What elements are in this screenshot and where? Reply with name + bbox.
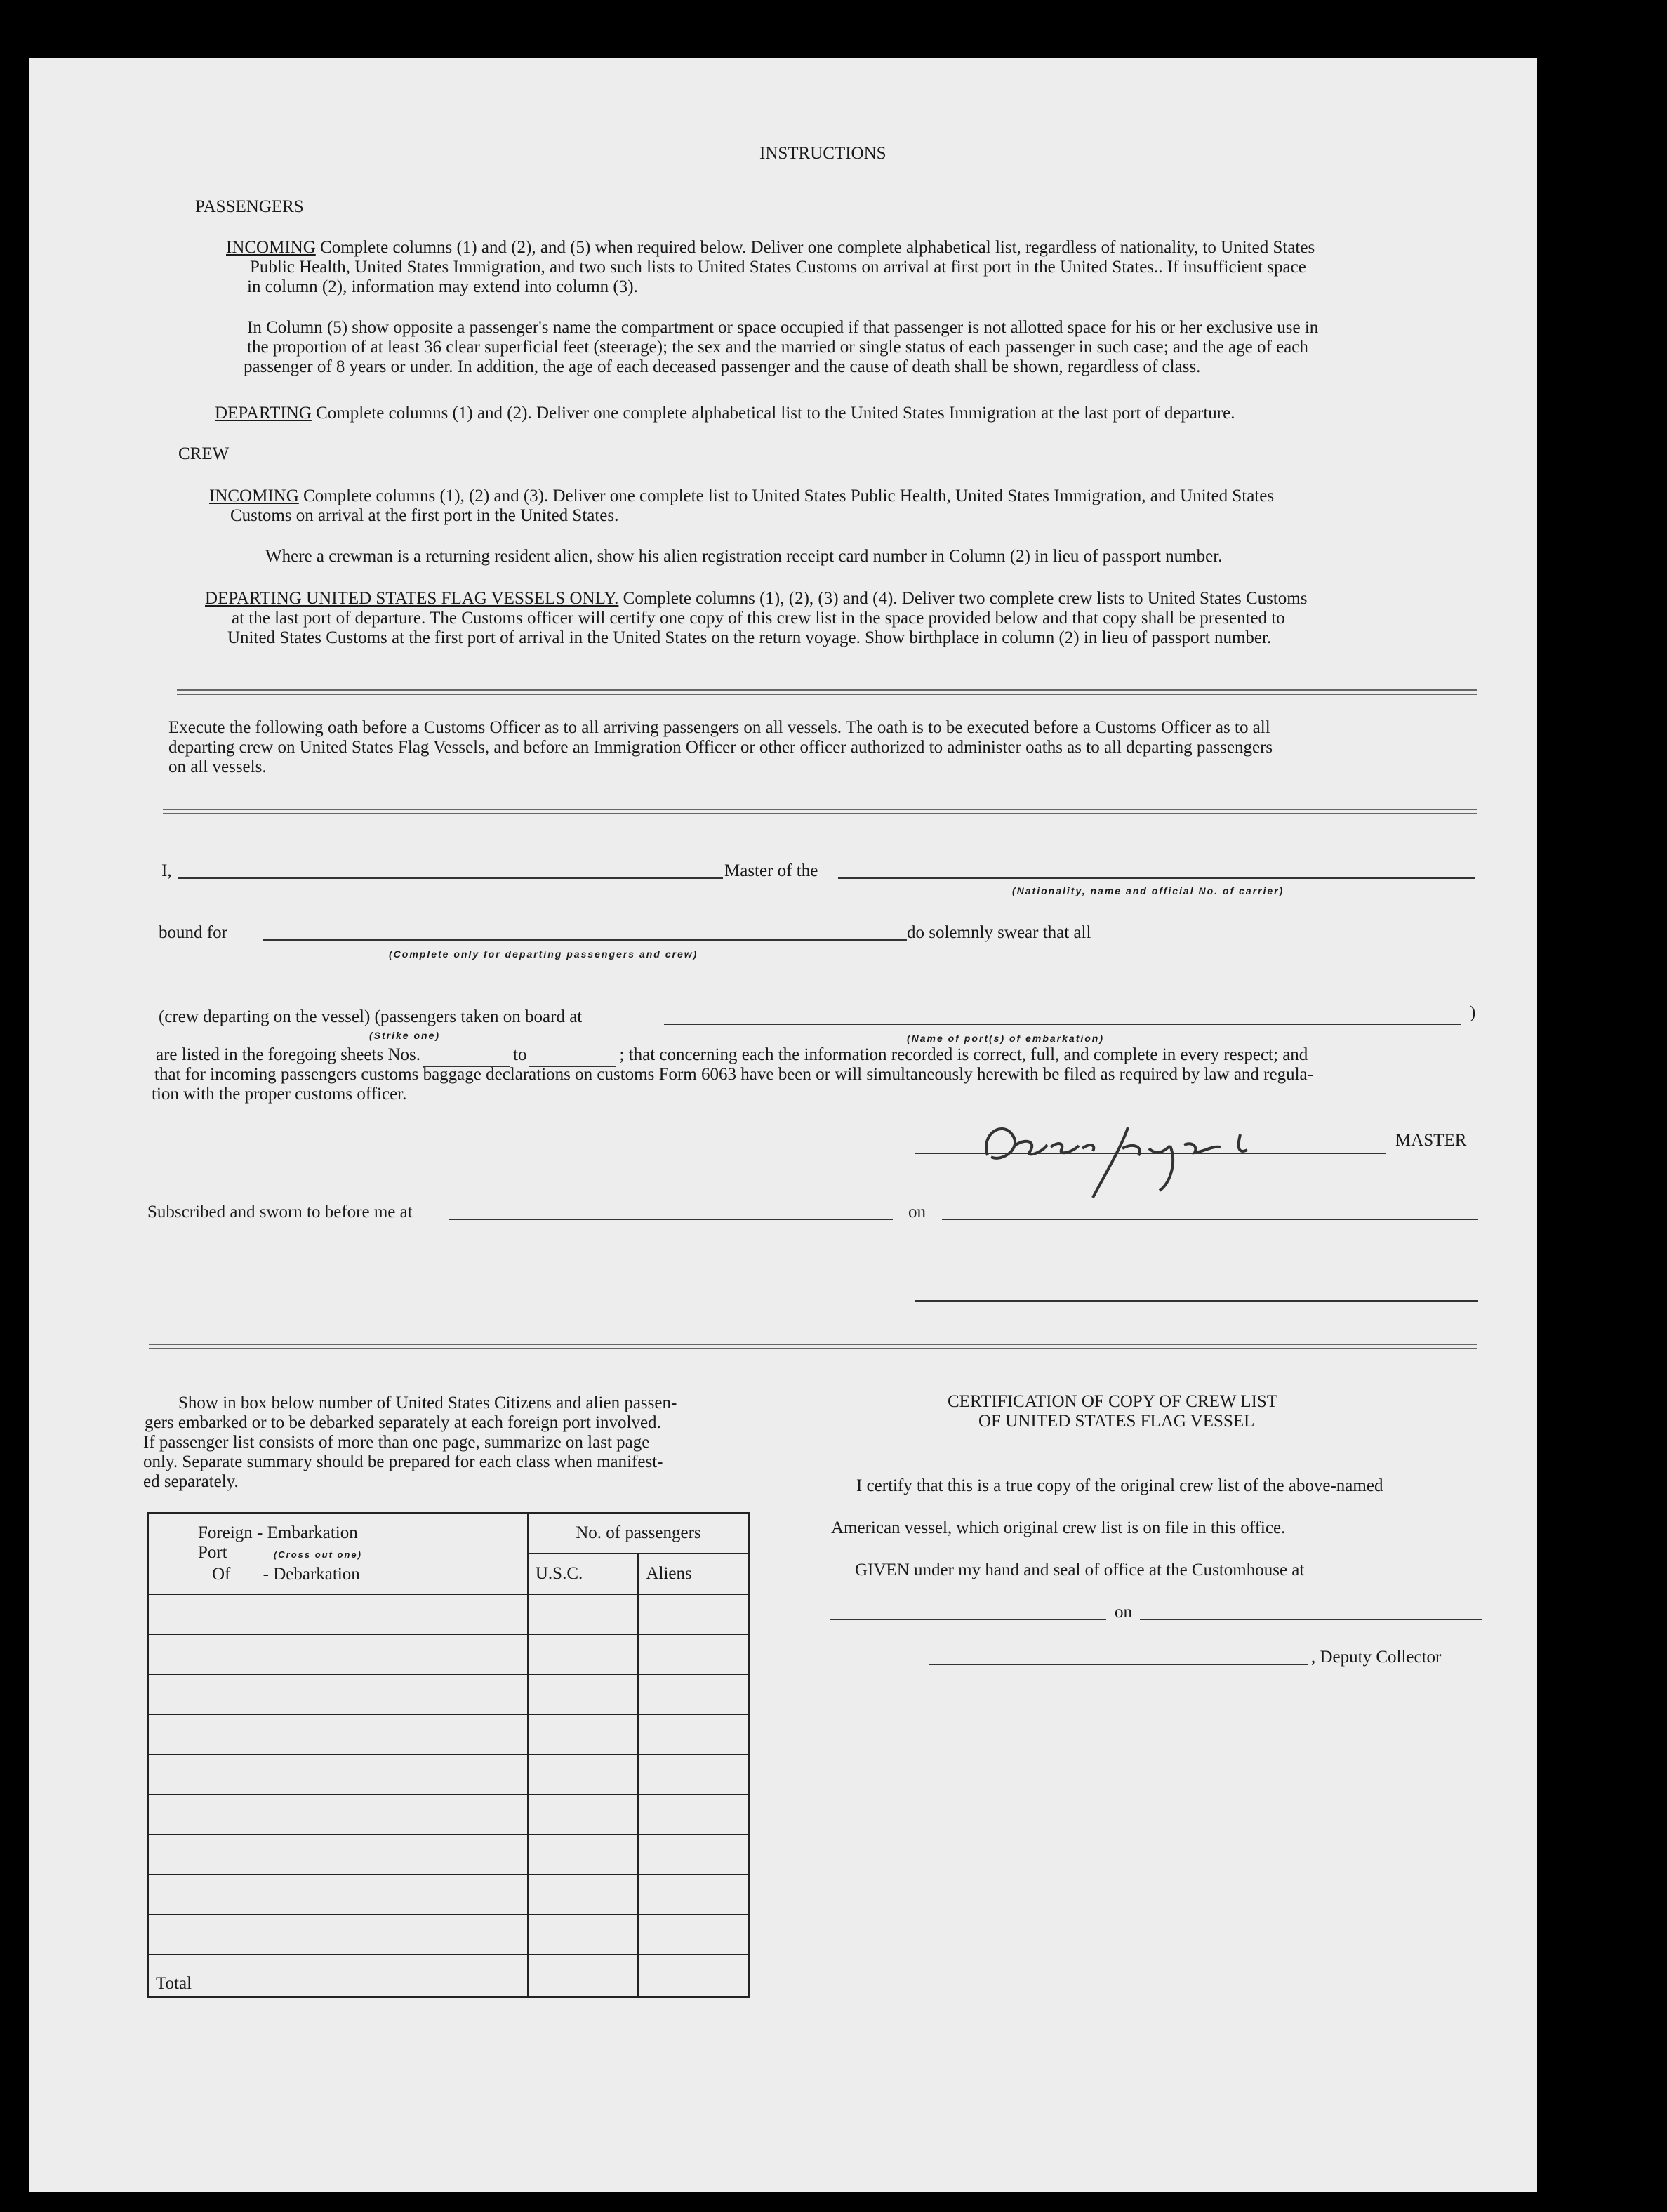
column5-line-1: In Column (5) show opposite a passenger's name the compartment or space occupied if that passenger is not allotted space for his or her exclusive use in <box>247 318 1319 337</box>
crewman-line: Where a crewman is a returning resident alien, show his alien registration receipt card number in Column (2) in lieu of passport number. <box>265 547 1223 566</box>
oath-i-label: I, <box>161 861 172 880</box>
port-cell[interactable] <box>148 1914 528 1954</box>
port-cell[interactable] <box>148 1634 528 1674</box>
instructions-title: INSTRUCTIONS <box>759 144 886 163</box>
aliens-cell[interactable] <box>638 1754 749 1794</box>
crew-departing-line-2: at the last port of departure. The Customs officer will certify one copy of this crew list in the space provided below and that copy shall be presented to <box>232 609 1285 628</box>
table-row <box>148 1794 749 1834</box>
aliens-cell[interactable] <box>638 1794 749 1834</box>
aliens-total-cell[interactable] <box>638 1954 749 1997</box>
crew-incoming-line-2: Customs on arrival at the first port in the United States. <box>230 506 619 525</box>
certification-date-field[interactable] <box>1140 1619 1482 1620</box>
passengers-incoming-line-2: Public Health, United States Immigration, and two such lists to United States Customs on arrival at first port in the United States.. If insufficient space <box>250 258 1306 277</box>
aliens-cell[interactable] <box>638 1594 749 1634</box>
table-row <box>148 1714 749 1754</box>
oath-intro-line-2: departing crew on United States Flag Vessels, and before an Immigration Officer or other officer authorized to administer oaths as to all departing passengers <box>168 738 1273 757</box>
port-cell[interactable] <box>148 1674 528 1714</box>
divider <box>177 689 1477 695</box>
port-header-cell: Foreign - Embarkation Port (Cross out one) Of - Debarkation <box>148 1513 528 1594</box>
port-of-embarkation-field[interactable] <box>664 1024 1461 1025</box>
summary-instructions-line-4: only. Separate summary should be prepared for each class when manifest- <box>143 1452 663 1471</box>
crew-departing-line-1: DEPARTING UNITED STATES FLAG VESSELS ONLY. Complete columns (1), (2), (3) and (4). Deliver two complete crew lists to United States Customs <box>205 589 1308 608</box>
column5-line-2: the proportion of at least 36 clear superficial feet (steerage); the sex and the married or single status of each passenger in such case; and the age of each <box>247 338 1308 357</box>
aliens-header: Aliens <box>638 1554 749 1594</box>
close-paren: ) <box>1470 1003 1476 1022</box>
usc-header: U.S.C. <box>528 1554 639 1594</box>
usc-cell[interactable] <box>528 1674 639 1714</box>
column5-line-3: passenger of 8 years or under. In addition, the age of each deceased passenger and the cause of death shall be shown, regardless of class. <box>244 357 1201 376</box>
passengers-incoming-label: INCOMING <box>226 238 316 257</box>
summary-instructions-line-3: If passenger list consists of more than one page, summarize on last page <box>143 1433 650 1452</box>
summary-instructions-line-2: gers embarked or to be debarked separately at each foreign port involved. <box>145 1413 661 1432</box>
divider <box>149 1344 1477 1349</box>
listed-line-3: tion with the proper customs officer. <box>152 1085 407 1104</box>
master-of-the-label: Master of the <box>724 861 818 880</box>
no-of-passengers-header: No. of passengers <box>528 1513 749 1554</box>
subscribed-label: Subscribed and sworn to before me at <box>147 1203 413 1221</box>
table-row <box>148 1874 749 1914</box>
usc-cell[interactable] <box>528 1594 639 1634</box>
total-label: Total <box>148 1954 528 1997</box>
nationality-caption: (Nationality, name and official No. of carrier) <box>1012 885 1284 896</box>
sworn-at-field[interactable] <box>449 1219 893 1220</box>
crew-passengers-label: (crew departing on the vessel) (passengers taken on board at <box>159 1007 583 1026</box>
usc-cell[interactable] <box>528 1634 639 1674</box>
table-row <box>148 1754 749 1794</box>
passengers-departing-line: DEPARTING Complete columns (1) and (2). Deliver one complete alphabetical list to the United States Immigration at the last port of departure. <box>215 404 1235 423</box>
master-signature-image <box>959 1106 1310 1205</box>
crew-departing-line-3: United States Customs at the first port of arrival in the United States on the return voyage. Show birthplace in column (2) in lieu of passport number. <box>227 628 1272 647</box>
summary-instructions-line-1: Show in box below number of United States Citizens and alien passen- <box>178 1393 677 1412</box>
port-cell[interactable] <box>148 1754 528 1794</box>
deputy-collector-label: , Deputy Collector <box>1311 1648 1442 1667</box>
aliens-cell[interactable] <box>638 1914 749 1954</box>
usc-cell[interactable] <box>528 1714 639 1754</box>
bound-for-field[interactable] <box>263 939 907 941</box>
passengers-incoming-line-1: INCOMING Complete columns (1) and (2), and (5) when required below. Deliver one complete alphabetical list, regardless of nationality, to United States <box>226 238 1315 257</box>
total-row <box>148 1954 749 1997</box>
bound-for-label: bound for <box>159 923 227 942</box>
aliens-cell[interactable] <box>638 1634 749 1674</box>
sworn-on-field[interactable] <box>942 1219 1478 1220</box>
table-row <box>148 1594 749 1634</box>
usc-cell[interactable] <box>528 1834 639 1874</box>
carrier-field[interactable] <box>838 877 1475 879</box>
divider <box>163 809 1477 814</box>
form-sheet <box>29 58 1537 2192</box>
passengers-incoming-line-3: in column (2), information may extend into column (3). <box>247 277 638 296</box>
certification-on-label: on <box>1115 1603 1132 1622</box>
summary-instructions-line-5: ed separately. <box>143 1472 239 1491</box>
crew-incoming-line-1: INCOMING Complete columns (1), (2) and (3). Deliver one complete list to United States Public Health, United States Immigration, and United States <box>209 486 1275 505</box>
usc-cell[interactable] <box>528 1794 639 1834</box>
port-cell[interactable] <box>148 1594 528 1634</box>
officer-signature-field[interactable] <box>915 1300 1478 1302</box>
master-label: MASTER <box>1395 1131 1467 1150</box>
crew-incoming-label: INCOMING <box>209 486 299 505</box>
port-cell[interactable] <box>148 1794 528 1834</box>
strike-one-caption: (Strike one) <box>369 1030 441 1041</box>
usc-total-cell[interactable] <box>528 1954 639 1997</box>
certification-title-1: CERTIFICATION OF COPY OF CREW LIST <box>948 1392 1278 1411</box>
table-row <box>148 1914 749 1954</box>
table-row <box>148 1674 749 1714</box>
certification-given: GIVEN under my hand and seal of office at the Customhouse at <box>855 1561 1305 1579</box>
usc-cell[interactable] <box>528 1914 639 1954</box>
crew-departing-label: DEPARTING UNITED STATES FLAG VESSELS ONLY. <box>205 589 619 608</box>
do-solemnly-label: do solemnly swear that all <box>907 923 1091 942</box>
listed-line-1: are listed in the foregoing sheets Nos. to ; that concerning each the information recorded is correct, full, and complete in every respect; and <box>156 1045 1308 1067</box>
certification-title-2: OF UNITED STATES FLAG VESSEL <box>978 1412 1255 1431</box>
certification-text-1: I certify that this is a true copy of the original crew list of the above-named <box>856 1476 1383 1495</box>
aliens-cell[interactable] <box>638 1874 749 1914</box>
port-cell[interactable] <box>148 1714 528 1754</box>
sworn-on-label: on <box>908 1203 926 1221</box>
crew-heading: CREW <box>178 444 230 463</box>
customhouse-field[interactable] <box>830 1619 1106 1620</box>
complete-only-caption: (Complete only for departing passengers and crew) <box>389 948 698 960</box>
aliens-cell[interactable] <box>638 1714 749 1754</box>
aliens-cell[interactable] <box>638 1674 749 1714</box>
passenger-summary-table <box>147 1512 750 1998</box>
table-row <box>148 1634 749 1674</box>
passengers-heading: PASSENGERS <box>195 197 304 216</box>
oath-intro-line-1: Execute the following oath before a Customs Officer as to all arriving passengers on all vessels. The oath is to be executed before a Customs Officer as to all <box>168 718 1270 737</box>
deputy-collector-field[interactable] <box>929 1664 1308 1665</box>
name-of-port-caption: (Name of port(s) of embarkation) <box>907 1033 1105 1044</box>
oath-intro-line-3: on all vessels. <box>168 757 267 776</box>
usc-cell[interactable] <box>528 1754 639 1794</box>
port-cell[interactable] <box>148 1834 528 1874</box>
aliens-cell[interactable] <box>638 1834 749 1874</box>
passengers-departing-label: DEPARTING <box>215 404 312 423</box>
certification-text-2: American vessel, which original crew list is on file in this office. <box>831 1518 1286 1537</box>
master-name-field[interactable] <box>178 877 723 879</box>
port-cell[interactable] <box>148 1874 528 1914</box>
listed-line-2: that for incoming passengers customs baggage declarations on customs Form 6063 have been or will simultaneously herewith be filed as required by law and regula- <box>154 1065 1313 1084</box>
table-row <box>148 1834 749 1874</box>
usc-cell[interactable] <box>528 1874 639 1914</box>
